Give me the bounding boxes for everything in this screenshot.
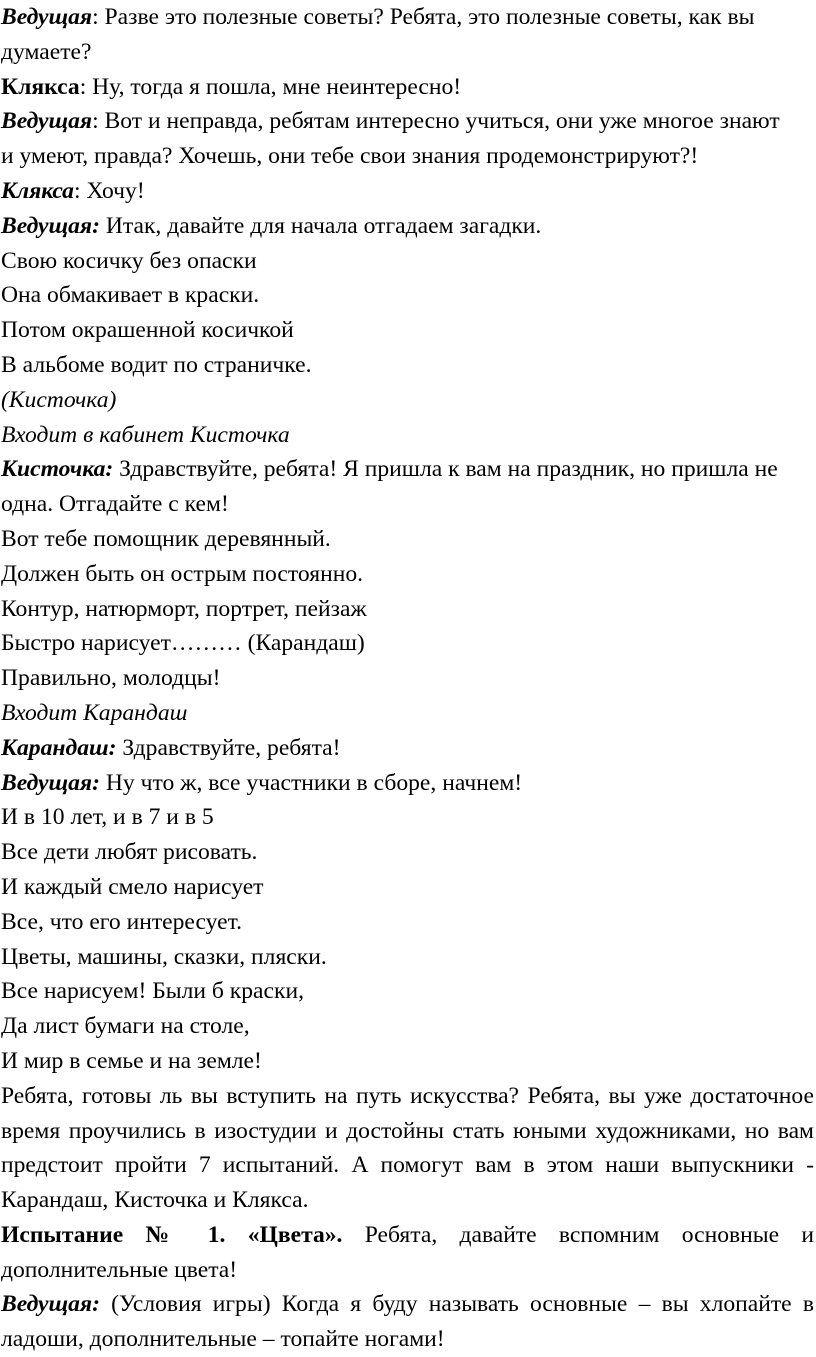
text-line: [1, 104, 814, 139]
poem-line: [1, 348, 814, 383]
speaker-name: Ведущая:: [1, 769, 100, 796]
line-text: Все дети любят рисовать.: [1, 839, 258, 866]
line-text: Входит в кабинет Кисточка: [1, 421, 290, 448]
poem-line: [1, 557, 814, 592]
line-text: : Ну, тогда я пошла, мне неинтересно!: [79, 73, 462, 100]
line-text: одна. Отгадайте с кем!: [1, 491, 229, 518]
speaker-name: Ведущая:: [1, 212, 100, 239]
line-text: предстоит пройти 7 испытаний. А помогут вам в этом наши выпускники -: [1, 1152, 814, 1179]
speaker-name: Ведущая: [1, 108, 93, 135]
stage-direction: [1, 696, 814, 731]
paragraph-line: [1, 1287, 814, 1322]
line-text: Вот тебе помощник деревянный.: [1, 525, 331, 552]
line-text: И каждый смело нарисует: [1, 873, 264, 900]
line-text: дополнительные цвета!: [1, 1256, 238, 1283]
paragraph-line: [1, 1079, 814, 1114]
line-text: Итак, давайте для начала отгадаем загадки.: [99, 212, 542, 239]
line-text: Потом окрашенной косичкой: [1, 317, 294, 344]
line-text: : Хочу!: [73, 177, 145, 204]
line-text: Свою косичку без опаски: [1, 247, 257, 274]
paragraph-line: [1, 1148, 814, 1183]
paragraph-line: [1, 1322, 814, 1357]
line-text: И в 10 лет, и в 7 и в 5: [1, 804, 214, 831]
line-text: Да лист бумаги на столе,: [1, 1013, 250, 1040]
line-text: Все нарисуем! Были б краски,: [1, 978, 304, 1005]
line-text: время проучились в изостудии и достойны стать юными художниками, но вам: [1, 1117, 814, 1144]
poem-line: [1, 313, 814, 348]
line-text: (Условия игры) Когда я буду называть основные – вы хлопайте в: [99, 1291, 814, 1318]
line-text: : Разве это полезные советы? Ребята, это полезные советы, как вы: [92, 4, 755, 30]
poem-line: [1, 940, 814, 975]
line-text: (Кисточка): [1, 386, 117, 413]
riddle-answer: [1, 383, 814, 418]
paragraph-line: [1, 1183, 814, 1218]
section-heading: Испытание № 1. «Цвета».: [1, 1221, 343, 1248]
text-line: [1, 766, 814, 801]
line-text: и умеют, правда? Хочешь, они тебе свои знания продемонстрируют?!: [1, 143, 699, 170]
line-text: Здравствуйте, ребята!: [116, 734, 341, 761]
text-line: [1, 0, 814, 35]
line-text: ладоши, дополнительные – топайте ногами!: [1, 1326, 445, 1353]
speaker-name: Клякса: [1, 177, 74, 204]
line-text: Все, что его интересует.: [1, 908, 243, 935]
speaker-name: Карандаш:: [1, 734, 117, 761]
speaker-name: Ведущая: [1, 4, 93, 30]
line-text: Входит Карандаш: [1, 699, 188, 726]
text-line: [1, 174, 814, 209]
poem-line: [1, 1009, 814, 1044]
line-text: Контур, натюрморт, портрет, пейзаж: [1, 595, 367, 622]
text-line: [1, 661, 814, 696]
text-line: [1, 139, 814, 174]
line-text: Быстро нарисует……… (Карандаш): [1, 630, 365, 657]
poem-line: [1, 592, 814, 627]
paragraph-line: [1, 1218, 814, 1253]
text-line: [1, 209, 814, 244]
line-text: Должен быть он острым постоянно.: [1, 560, 364, 587]
poem-line: [1, 800, 814, 835]
poem-line: [1, 1044, 814, 1079]
line-text: В альбоме водит по страничке.: [1, 351, 312, 378]
line-text: Карандаш, Кисточка и Клякса.: [1, 1187, 309, 1214]
paragraph-line: [1, 1253, 814, 1288]
line-text: Ребята, готовы ль вы вступить на путь искусства? Ребята, вы уже достаточное: [1, 1082, 814, 1109]
line-text: Здравствуйте, ребята! Я пришла к вам на праздник, но пришла не: [113, 456, 778, 483]
poem-line: [1, 522, 814, 557]
text-line: [1, 731, 814, 766]
line-text: : Вот и неправда, ребятам интересно учиться, они уже многое знают: [92, 108, 780, 135]
line-text: думаете?: [1, 38, 92, 65]
line-text: Ребята, давайте вспомним основные и: [342, 1221, 814, 1248]
paragraph-line: [1, 1114, 814, 1149]
text-line: [1, 70, 814, 105]
poem-line: [1, 974, 814, 1009]
line-text: И мир в семье и на земле!: [1, 1047, 262, 1074]
poem-line: [1, 244, 814, 279]
poem-line: [1, 870, 814, 905]
poem-line: [1, 835, 814, 870]
text-line: [1, 35, 814, 70]
poem-line: [1, 626, 814, 661]
text-line: [1, 452, 814, 487]
text-line: [1, 487, 814, 522]
stage-direction: [1, 418, 814, 453]
line-text: Правильно, молодцы!: [1, 665, 221, 692]
speaker-name: Кисточка:: [1, 456, 114, 483]
poem-line: [1, 278, 814, 313]
line-text: Цветы, машины, сказки, пляски.: [1, 943, 327, 970]
speaker-name: Клякса: [1, 73, 80, 100]
poem-line: [1, 905, 814, 940]
speaker-name: Ведущая:: [1, 1291, 100, 1318]
line-text: Она обмакивает в краски.: [1, 282, 260, 309]
line-text: Ну что ж, все участники в сборе, начнем!: [99, 769, 523, 796]
